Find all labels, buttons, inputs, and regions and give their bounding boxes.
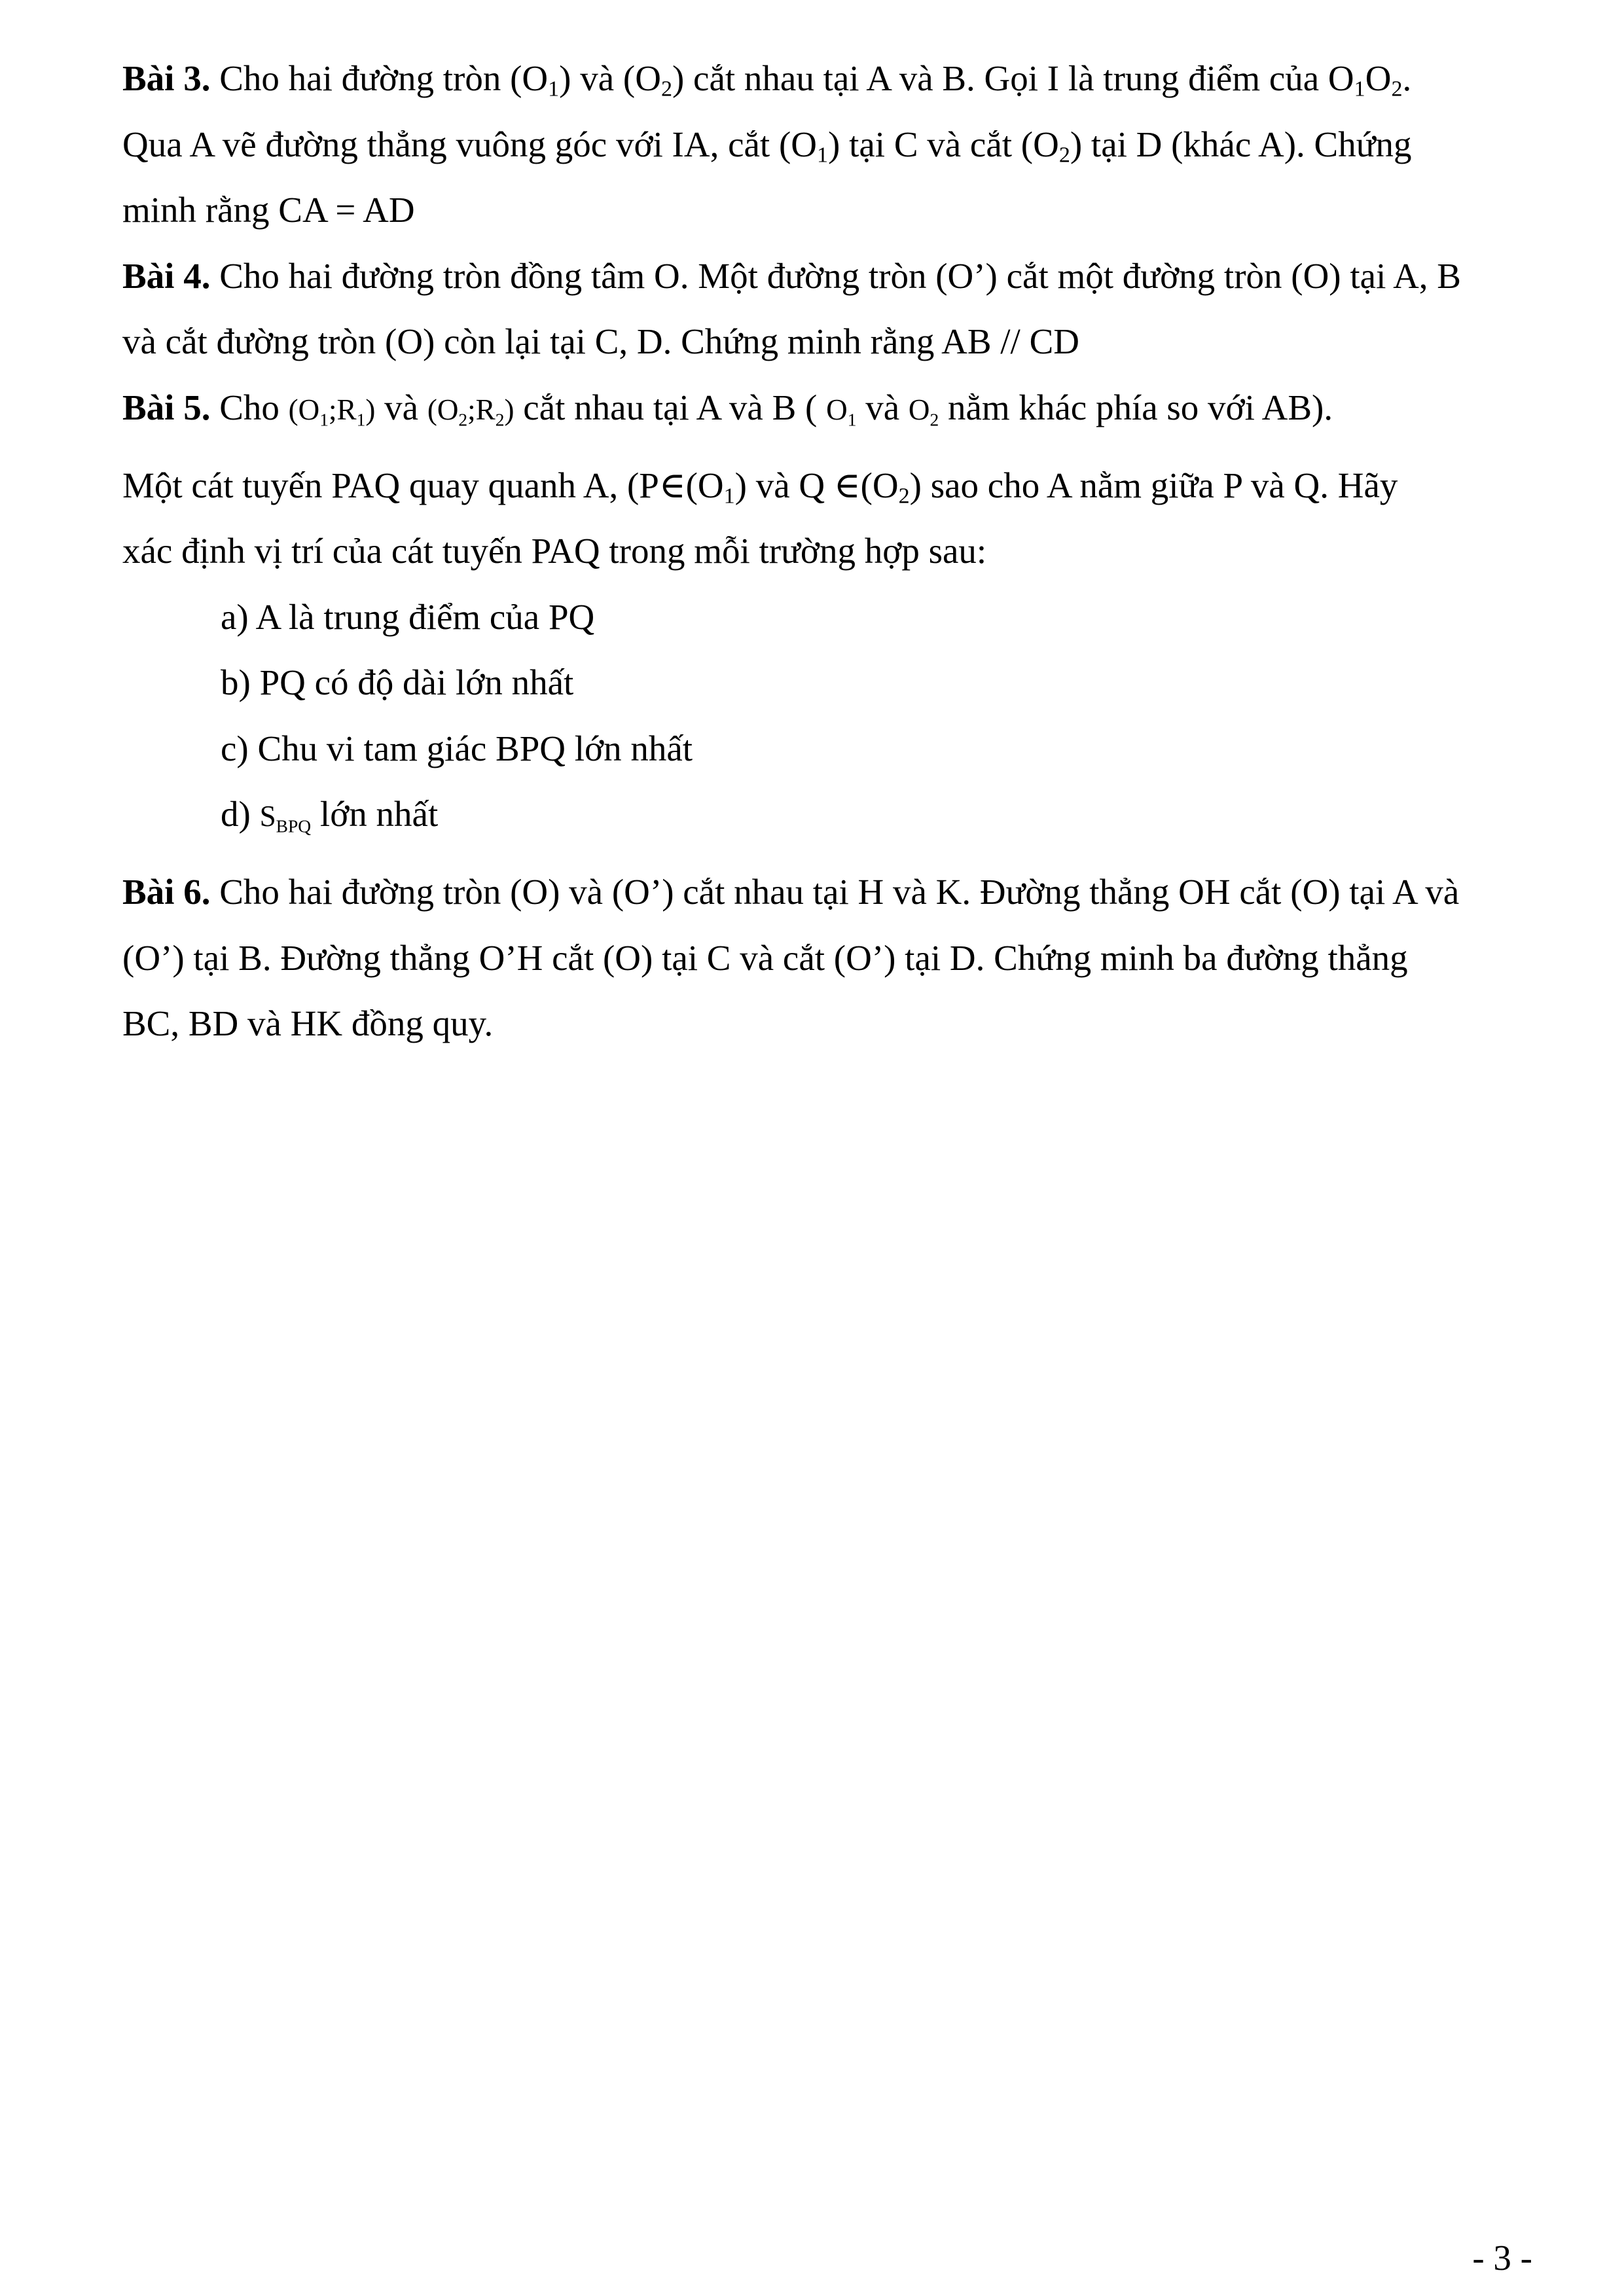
exercise-heading: Bài 4. xyxy=(122,255,211,296)
exercise-line: và cắt đường tròn (O) còn lại tại C, D. Chứng minh rằng AB // CD xyxy=(122,321,1079,361)
exercise-4 xyxy=(122,243,1549,375)
list-item: b) PQ có độ dài lớn nhất xyxy=(221,662,574,703)
page-content xyxy=(122,46,1549,1057)
list-item: a) A là trung điểm của PQ xyxy=(221,596,595,637)
exercise-line: Một cát tuyến PAQ quay quanh A, ($P\in(O_1)$ và Q $\in(O_2)$ sao cho A nằm giữa P và Q. Hãy xyxy=(122,465,1398,509)
exercise-line: Bài 4. Cho hai đường tròn đồng tâm O. Một đường tròn (O’) cắt một đường tròn (O) tại A, B xyxy=(122,255,1461,296)
exercise-line: xác định vị trí của cát tuyến PAQ trong mỗi trường hợp sau: xyxy=(122,531,987,571)
exercise-heading: Bài 3. xyxy=(122,58,211,98)
exercise-5 xyxy=(122,375,1549,860)
exercise-3 xyxy=(122,46,1549,243)
exercise-heading: Bài 6. xyxy=(122,872,211,912)
exercise-line: BC, BD và HK đồng quy. xyxy=(122,1003,494,1044)
exercise-heading: Bài 5. xyxy=(122,387,211,427)
exercise-line: Bài 6. Cho hai đường tròn (O) và (O’) cắt nhau tại H và K. Đường thẳng OH cắt (O) tại A và xyxy=(122,872,1460,912)
exercise-line: (O’) tại B. Đường thẳng O’H cắt (O) tại C và cắt (O’) tại D. Chứng minh ba đường thẳng xyxy=(122,937,1408,978)
exercise-line: Bài 3. Cho hai đường tròn $(O_1)$ và $(O_2)$ cắt nhau tại A và B. Gọi I là trung điểm của $O_1O_2$. xyxy=(122,58,1412,101)
exercise-line: Qua A vẽ đường thẳng vuông góc với IA, cắt $(O_1)$ tại C và cắt $(O_2)$ tại D (khác A). Chứng xyxy=(122,124,1412,168)
page-number: - 3 - xyxy=(1472,2238,1532,2278)
exercise-line: minh rằng CA = AD xyxy=(122,190,415,230)
list-item: d) SBPQ lớn nhất xyxy=(221,794,439,836)
exercise-6 xyxy=(122,859,1549,1057)
exercise-line: Bài 5. Cho (O1;R1) và (O2;R2) cắt nhau tại A và B ( O1 và O2 nằm khác phía so với AB). xyxy=(122,387,1333,430)
list-item: c) Chu vi tam giác BPQ lớn nhất xyxy=(221,728,693,768)
